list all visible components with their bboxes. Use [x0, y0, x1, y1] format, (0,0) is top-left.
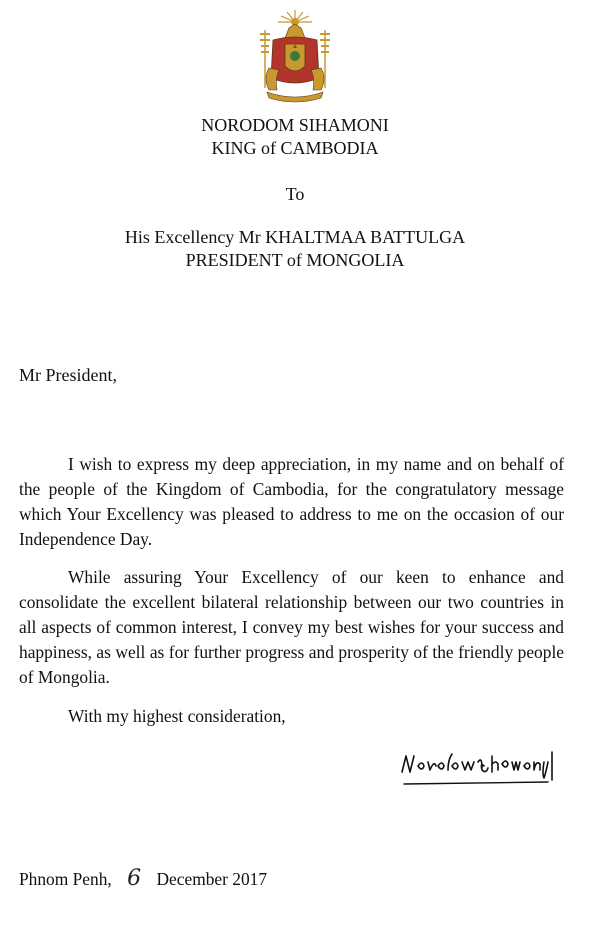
recipient-name: His Excellency Mr KHALTMAA BATTULGA — [124, 227, 466, 247]
handwritten-signature — [398, 742, 558, 796]
body-paragraph-2: While assuring Your Excellency of our keen to enhance and consolidate the excellent bilateral relationship between our two countries in all aspects of common interest, I convey my best wishes for your success and happiness, as well as for further progress and prosperity of the friendly people of Mongolia. — [19, 567, 564, 687]
date-city: Phnom Penh, — [19, 869, 112, 889]
date-month-year: December 2017 — [156, 869, 268, 889]
body-paragraph-1: I wish to express my deep appreciation, in my name and on behalf of the people of the Kingdom of Cambodia, for the congratulatory message which Your Excellency was pleased to address to me on the occasion of our Independence Day. — [19, 454, 564, 549]
sender-block — [0, 114, 590, 160]
recipient-title: PRESIDENT of MONGOLIA — [185, 250, 405, 270]
royal-arms-of-cambodia-icon — [253, 8, 337, 104]
date-day: 6 — [127, 866, 142, 891]
to-label: To — [285, 184, 305, 204]
date-line — [19, 866, 267, 891]
closing-line: With my highest consideration, — [68, 706, 286, 726]
recipient-block — [0, 226, 590, 272]
sender-name: NORODOM SIHAMONI — [201, 115, 389, 135]
sender-title: KING of CAMBODIA — [211, 138, 379, 158]
salutation: Mr President, — [19, 365, 117, 385]
